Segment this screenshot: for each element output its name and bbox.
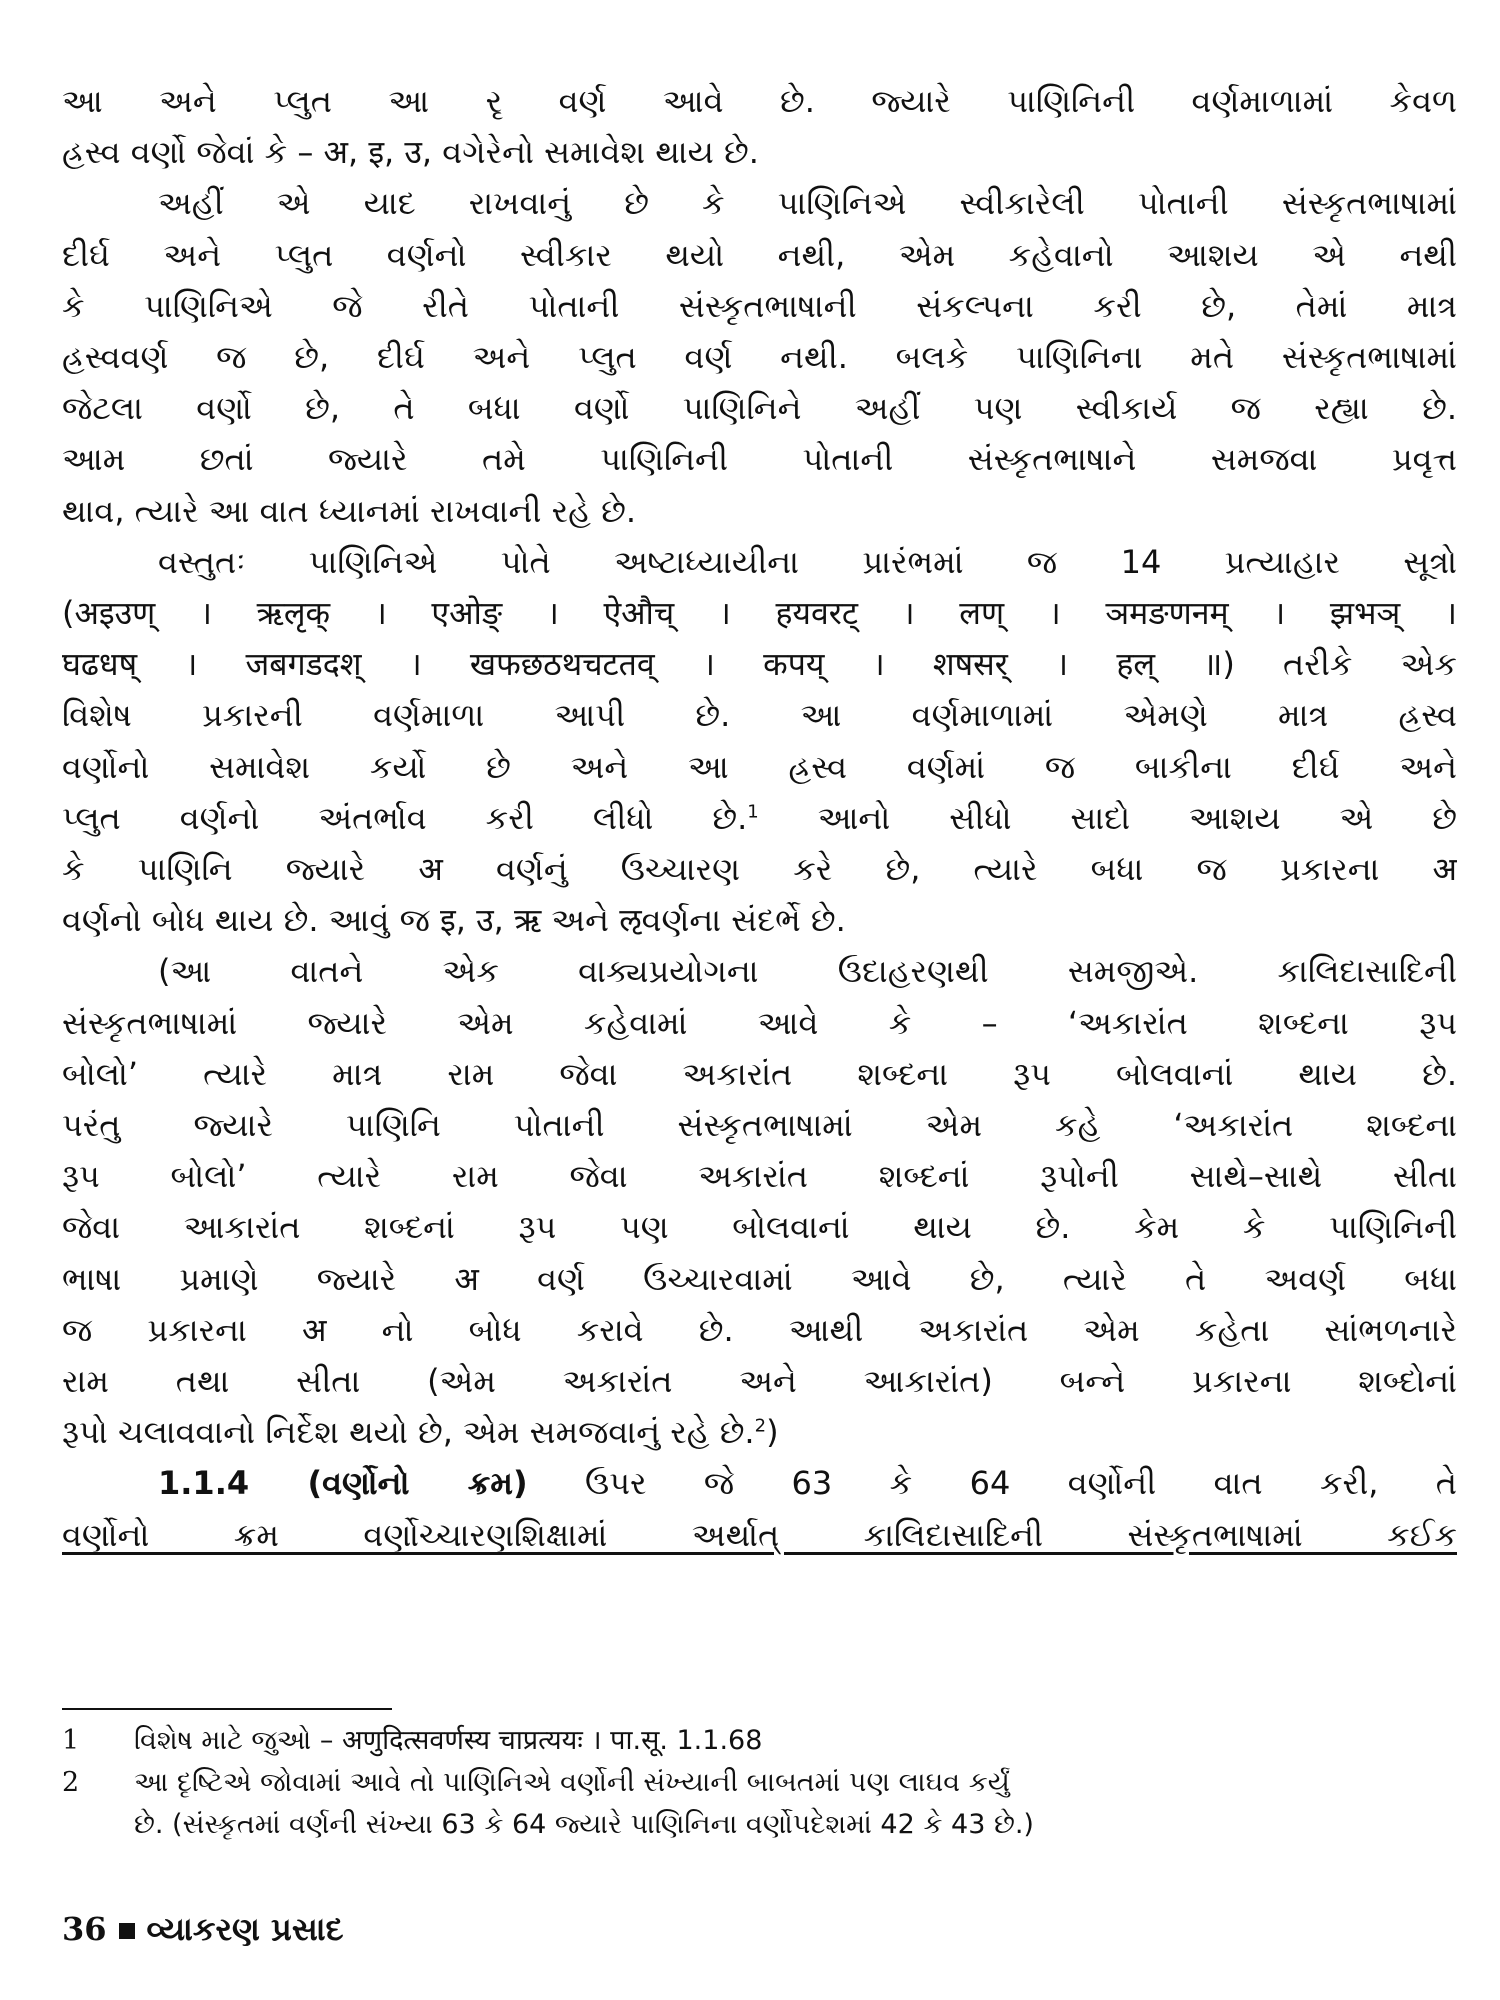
text-line: હ્રસ્વ વર્ણો જેવાં કે – अ, इ, उ, વગેરેનો સમાવેશ થાય છે. bbox=[62, 133, 759, 172]
text-line: કે પાણિનિએ જે રીતે પોતાની સંસ્કૃતભાષાની સંકલ્પના કરી છે, તેમાં માત્ર bbox=[62, 286, 1457, 325]
text-line: (अइउण् । ऋलृक् । एओङ् । ऐऔच् । हयवरट् । लण् । ञमङणनम् । झभञ् । bbox=[62, 594, 1457, 633]
text-line: વર્ણનો બોધ થાય છે. આવું જ इ, उ, ऋ અને ऌવર્ણના સંદર્ભે છે. bbox=[62, 901, 846, 940]
text-line bbox=[62, 1407, 1457, 1458]
body-text bbox=[62, 76, 1457, 1561]
text-line: રામ તથા સીતા (એમ અકારાંત અને આકારાંત) બન્ને પ્રકારના શબ્દોનાં bbox=[62, 1362, 1457, 1401]
text-line: વર્ણોનો સમાવેશ કર્યો છે અને આ હ્રસ્વ વર્ણમાં જ બાકીના દીર્ઘ અને bbox=[62, 747, 1457, 786]
book-title: વ્યાકરણ પ્રસાદ bbox=[146, 1910, 344, 1948]
text-fragment: ) bbox=[766, 1413, 779, 1452]
footnote-rule bbox=[62, 1708, 392, 1710]
text-line: જેવા આકારાંત શબ્દનાં રૂપ પણ બોલવાનાં થાય છે. કેમ કે પાણિનિની bbox=[62, 1208, 1457, 1247]
text-line: સંસ્કૃતભાષામાં જ્યારે એમ કહેવામાં આવે કે – ‘અકારાંત શબ્દના રૂપ bbox=[62, 1003, 1457, 1042]
text-line: હ્રસ્વવર્ણ જ છે, દીર્ઘ અને પ્લુત વર્ણ નથી. બલકે પાણિનિના મતે સંસ્કૃતભાષામાં bbox=[62, 338, 1457, 377]
page-number: 36 bbox=[62, 1910, 107, 1948]
text-fragment: ઉપર જે 63 કે 64 વર્ણોની વાત કરી, તે bbox=[585, 1464, 1457, 1503]
footnote-text bbox=[134, 1762, 1457, 1846]
footnote-number: 2 bbox=[62, 1767, 80, 1798]
text-line: (આ વાતને એક વાક્યપ્રયોગના ઉદાહરણથી સમજીએ. કાલિદાસાદિની bbox=[158, 952, 1457, 991]
text-line bbox=[62, 793, 1457, 844]
footnote-line: આ દૃષ્ટિએ જોવામાં આવે તો પાણિનિએ વર્ણોની સંખ્યાની બાબતમાં પણ લાઘવ કર્યું bbox=[134, 1767, 1010, 1798]
text-line: બોલો’ ત્યારે માત્ર રામ જેવા અકારાંત શબ્દના રૂપ બોલવાનાં થાય છે. bbox=[62, 1054, 1457, 1093]
footnote bbox=[62, 1762, 1457, 1846]
text-line: દીર્ઘ અને પ્લુત વર્ણનો સ્વીકાર થયો નથી, એમ કહેવાનો આશય એ નથી bbox=[62, 235, 1457, 274]
page-footer bbox=[62, 1910, 343, 1949]
text-line: અહીં એ યાદ રાખવાનું છે કે પાણિનિએ સ્વીકારેલી પોતાની સંસ્કૃતભાષામાં bbox=[158, 184, 1457, 223]
footnote-marker: 1 bbox=[747, 801, 759, 823]
text-line: આ અને પ્લુત આ રૃ વર્ણ આવે છે. જ્યારે પાણિનિની વર્ણમાળામાં કેવળ bbox=[62, 82, 1457, 120]
footnote bbox=[62, 1720, 1457, 1762]
text-line: આમ છતાં જ્યારે તમે પાણિનિની પોતાની સંસ્કૃતભાષાને સમજવા પ્રવૃત્ત bbox=[62, 440, 1457, 479]
section-heading: 1.1.4 (વર્ણોનો ક્રમ) bbox=[158, 1464, 528, 1503]
text-line: જ પ્રકારના अ નો બોધ કરાવે છે. આથી અકારાંત એમ કહેતા સાંભળનારે bbox=[62, 1310, 1457, 1349]
text-line: વર્ણોનો ક્રમ વર્ણોચ્ચારણશિક્ષામાં અર્થાત્ કાલિદાસાદિની સંસ્કૃતભાષામાં કઈક bbox=[62, 1515, 1457, 1554]
footnotes bbox=[62, 1720, 1457, 1846]
text-line: પરંતુ જ્યારે પાણિનિ પોતાની સંસ્કૃતભાષામાં એમ કહે ‘અકારાંત શબ્દના bbox=[62, 1106, 1457, 1145]
text-line: घढधष् । जबगडदश् । खफछठथचटतव् । कपय् । शषसर् । हल् ॥) તરીકે એક bbox=[62, 645, 1457, 684]
footnote-number: 1 bbox=[62, 1725, 80, 1756]
text-line: ભાષા પ્રમાણે જ્યારે अ વર્ણ ઉચ્ચારવામાં આવે છે, ત્યારે તે અવર્ણ બધા bbox=[62, 1259, 1457, 1298]
text-fragment: રૂપો ચલાવવાનો નિર્દેશ થયો છે, એમ સમજવાનું રહે છે. bbox=[62, 1413, 755, 1452]
text-line bbox=[62, 1458, 1457, 1509]
footnote-marker: 2 bbox=[754, 1415, 767, 1437]
text-line: વસ્તુતઃ પાણિનિએ પોતે અષ્ટાધ્યાયીના પ્રારંભમાં જ 14 પ્રત્યાહાર સૂત્રો bbox=[158, 542, 1457, 581]
text-line: જેટલા વર્ણો છે, તે બધા વર્ણો પાણિનિને અહીં પણ સ્વીકાર્ય જ રહ્યા છે. bbox=[62, 389, 1457, 428]
square-bullet-icon bbox=[119, 1923, 135, 1939]
text-fragment: આનો સીધો સાદો આશય એ છે bbox=[758, 798, 1457, 837]
text-line: રૂપ બોલો’ ત્યારે રામ જેવા અકારાંત શબ્દનાં રૂપોની સાથે–સાથે સીતા bbox=[62, 1157, 1457, 1196]
text-line: વિશેષ પ્રકારની વર્ણમાળા આપી છે. આ વર્ણમાળામાં એમણે માત્ર હ્રસ્વ bbox=[62, 696, 1457, 735]
text-line: થાવ, ત્યારે આ વાત ધ્યાનમાં રાખવાની રહે છે. bbox=[62, 491, 637, 530]
footnote-text bbox=[134, 1720, 1457, 1762]
text-line: કે પાણિનિ જ્યારે अ વર્ણનું ઉચ્ચારણ કરે છે, ત્યારે બધા જ પ્રકારના अ bbox=[62, 850, 1457, 889]
footnote-line: વિશેષ માટે જુઓ – अणुदित्सवर्णस्य चाप्रत्ययः । पा.सू. 1.1.68 bbox=[134, 1725, 763, 1756]
footnote-line: છે. (સંસ્કૃતમાં વર્ણની સંખ્યા 63 કે 64 જ્યારે પાણિનિના વર્ણોપદેશમાં 42 કે 43 છે.) bbox=[134, 1809, 1034, 1840]
text-fragment: પ્લુત વર્ણનો અંતર્ભાવ કરી લીધો છે. bbox=[62, 798, 748, 837]
